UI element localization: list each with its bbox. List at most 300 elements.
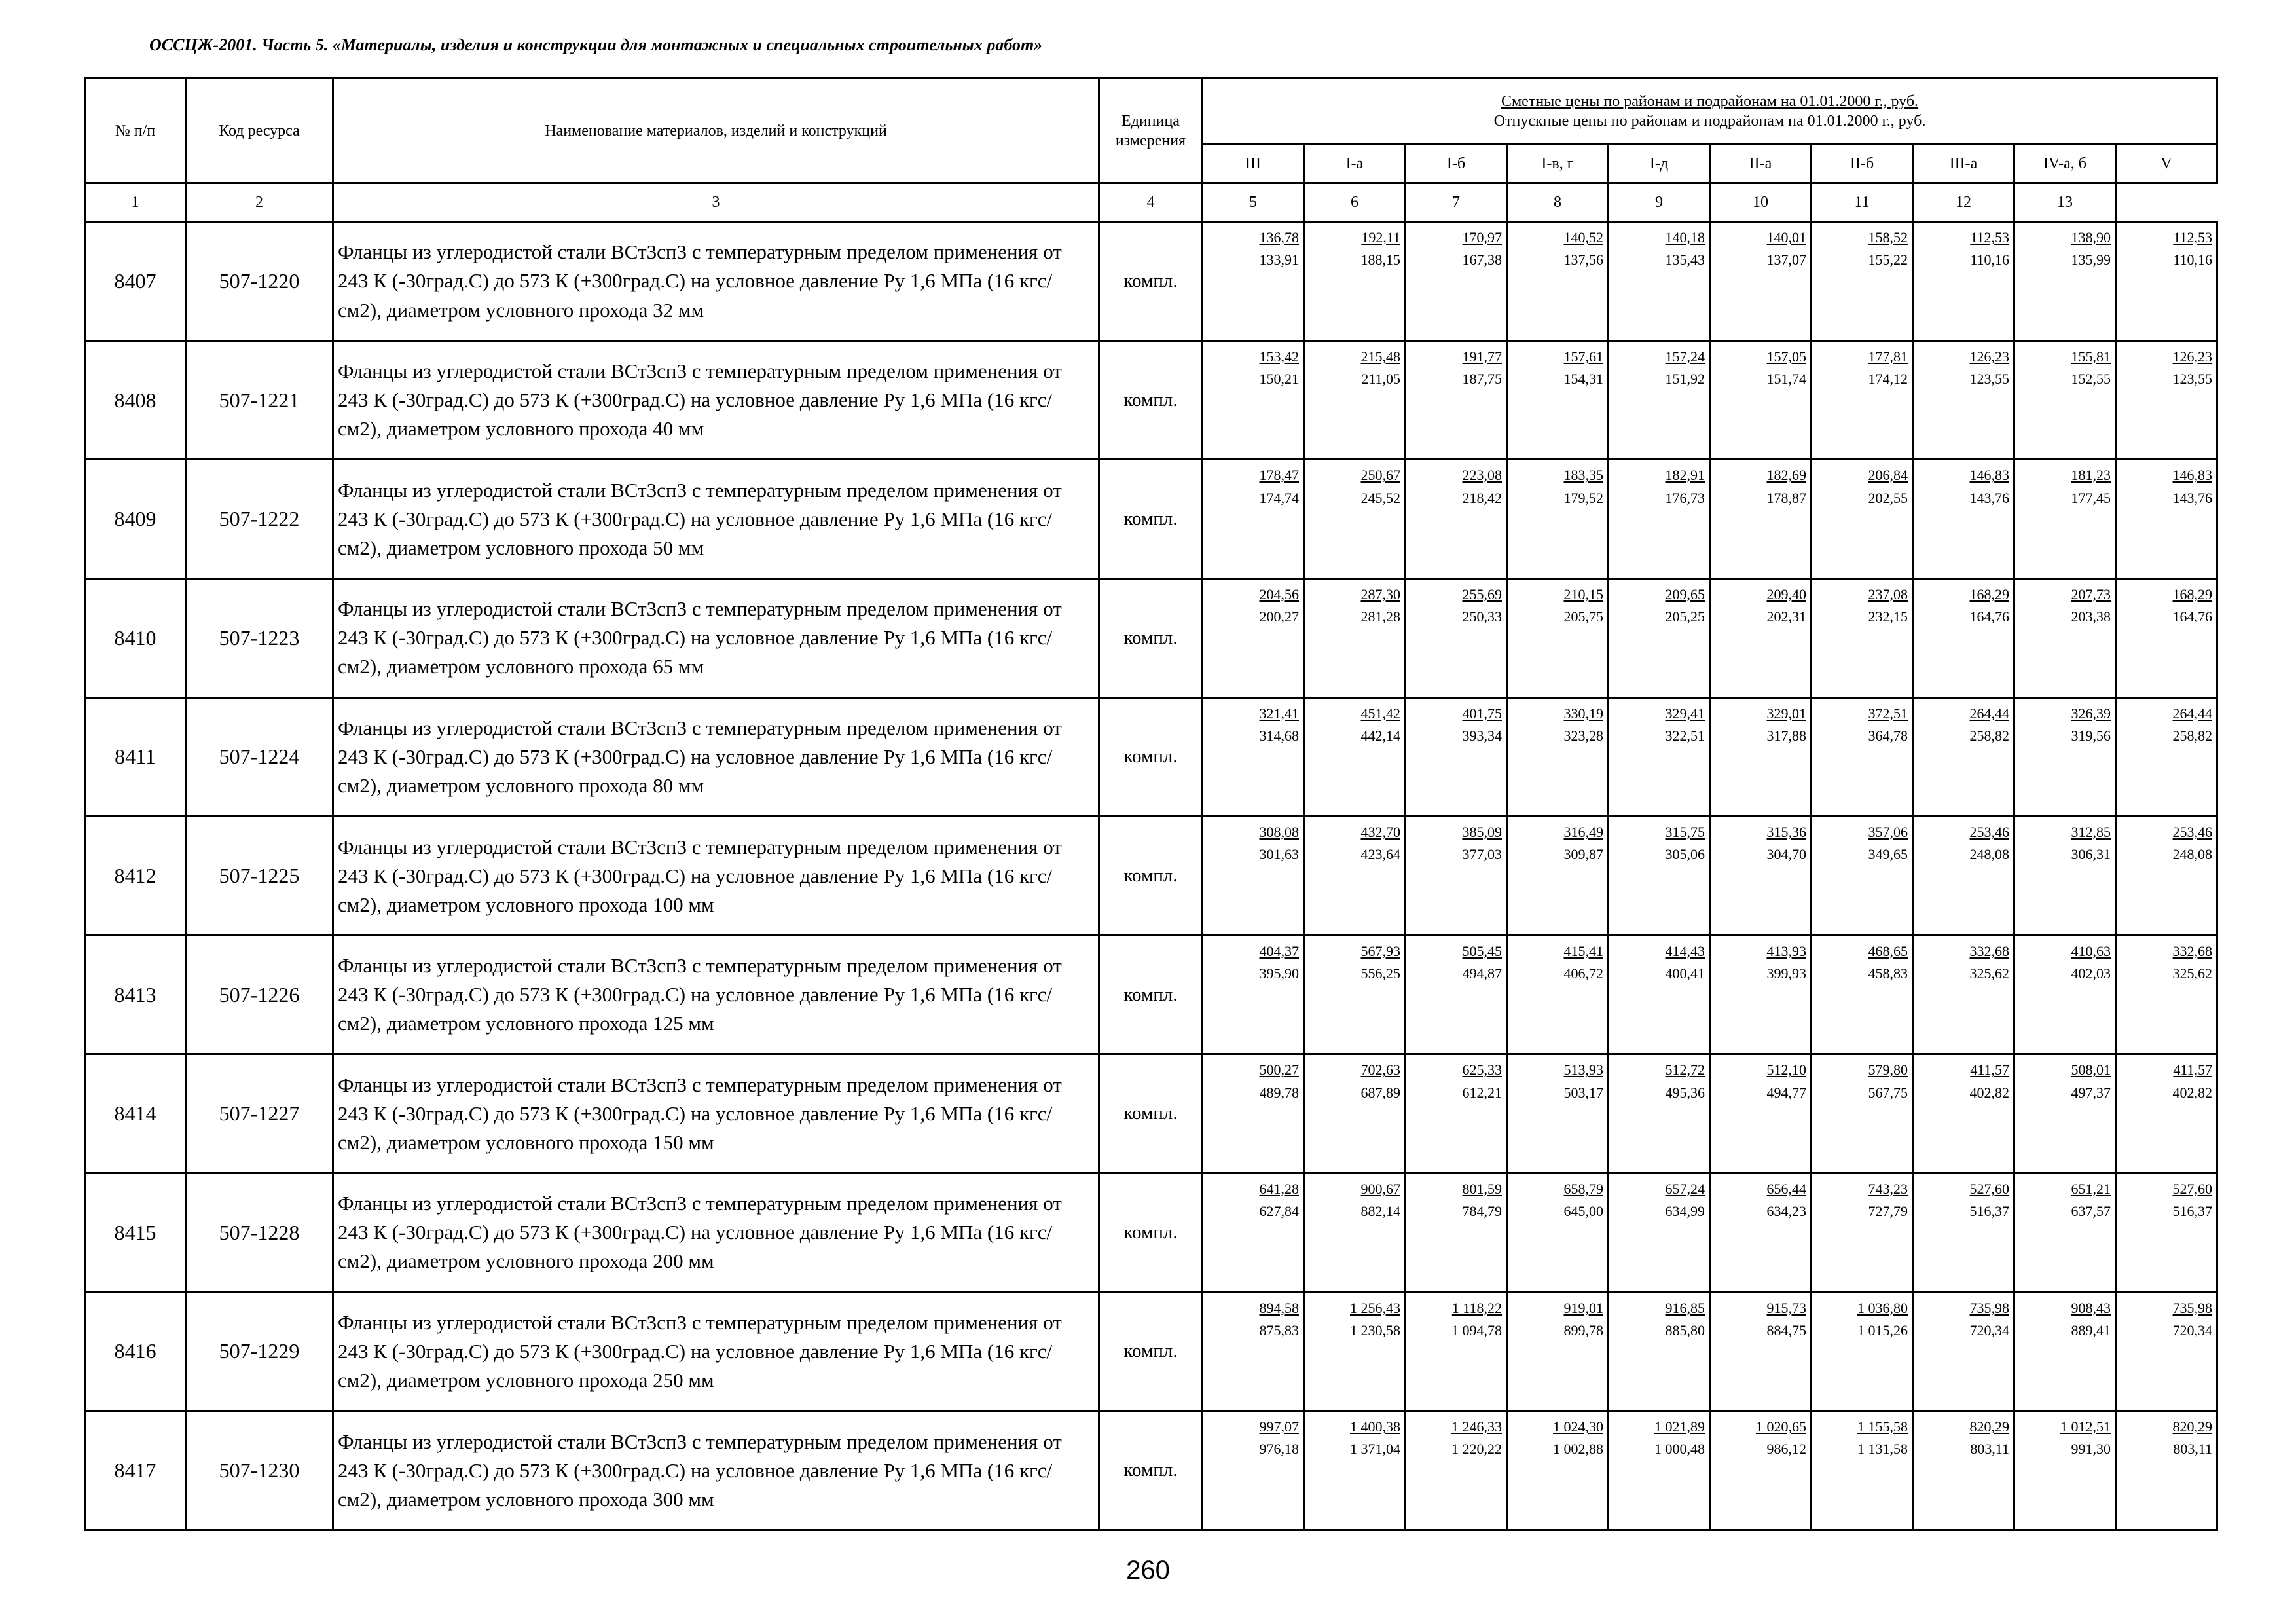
release-price: 423,64 bbox=[1360, 846, 1400, 863]
price-cell bbox=[1812, 1173, 1913, 1293]
price-cell bbox=[1203, 341, 1304, 460]
release-price: 1 230,58 bbox=[1350, 1321, 1400, 1338]
price-cell bbox=[1406, 1292, 1507, 1411]
release-price: 202,55 bbox=[1868, 489, 1908, 506]
header-code: Код ресурса bbox=[186, 79, 333, 183]
release-price: 151,92 bbox=[1665, 370, 1705, 387]
release-price: 489,78 bbox=[1259, 1084, 1299, 1101]
estimated-price: 146,83 bbox=[2172, 467, 2213, 484]
price-cell bbox=[1304, 460, 1406, 579]
release-price: 784,79 bbox=[1462, 1203, 1502, 1220]
release-price: 402,03 bbox=[2071, 965, 2111, 982]
table-row bbox=[85, 222, 2217, 341]
release-price: 349,65 bbox=[1868, 846, 1908, 863]
material-name: Фланцы из углеродистой стали ВСт3сп3 с температурным пределом применения от 243 К (-30град.С) до 573 К (+300град.С) на условное давление Ру 1,6 МПа (16 кгс/см2), диаметром условного прохода 125 мм bbox=[333, 935, 1099, 1054]
release-price: 218,42 bbox=[1462, 489, 1502, 506]
estimated-price: 177,81 bbox=[1868, 348, 1908, 365]
price-cell bbox=[1812, 460, 1913, 579]
release-price: 645,00 bbox=[1563, 1203, 1603, 1220]
price-cell bbox=[1304, 1173, 1406, 1293]
release-price: 567,75 bbox=[1868, 1084, 1908, 1101]
resource-code: 507-1227 bbox=[186, 1054, 333, 1173]
price-cell bbox=[1406, 579, 1507, 698]
estimated-price: 112,53 bbox=[1970, 229, 2009, 246]
release-price: 1 002,88 bbox=[1553, 1441, 1603, 1458]
column-index-cell: 4 bbox=[1099, 183, 1203, 222]
price-cell bbox=[2014, 1292, 2116, 1411]
material-name: Фланцы из углеродистой стали ВСт3сп3 с температурным пределом применения от 243 К (-30град.С) до 573 К (+300град.С) на условное давление Ру 1,6 МПа (16 кгс/см2), диаметром условного прохода 150 мм bbox=[333, 1054, 1099, 1173]
price-cell bbox=[1304, 341, 1406, 460]
estimated-price: 410,63 bbox=[2071, 942, 2111, 959]
release-price: 494,77 bbox=[1766, 1084, 1806, 1101]
price-cell bbox=[1304, 579, 1406, 698]
release-price: 154,31 bbox=[1563, 370, 1603, 387]
resource-code: 507-1223 bbox=[186, 579, 333, 698]
estimated-price: 657,24 bbox=[1665, 1181, 1705, 1198]
price-cell bbox=[1609, 1173, 1710, 1293]
material-name: Фланцы из углеродистой стали ВСт3сп3 с температурным пределом применения от 243 К (-30град.С) до 573 К (+300град.С) на условное давление Ру 1,6 МПа (16 кгс/см2), диаметром условного прохода 40 мм bbox=[333, 341, 1099, 460]
estimated-price: 508,01 bbox=[2071, 1061, 2111, 1079]
material-name: Фланцы из углеродистой стали ВСт3сп3 с температурным пределом применения от 243 К (-30град.С) до 573 К (+300град.С) на условное давление Ру 1,6 МПа (16 кгс/см2), диаметром условного прохода 65 мм bbox=[333, 579, 1099, 698]
release-price: 317,88 bbox=[1766, 727, 1806, 744]
estimated-price: 192,11 bbox=[1361, 229, 1400, 246]
release-price: 174,12 bbox=[1868, 370, 1908, 387]
unit-of-measure: компл. bbox=[1099, 1292, 1203, 1411]
release-price: 133,91 bbox=[1259, 251, 1299, 268]
price-cell bbox=[1913, 935, 2014, 1054]
header-region: IV-а, б bbox=[2014, 144, 2116, 183]
estimated-price: 512,72 bbox=[1665, 1061, 1705, 1079]
release-price: 319,56 bbox=[2071, 727, 2111, 744]
material-name: Фланцы из углеродистой стали ВСт3сп3 с температурным пределом применения от 243 К (-30град.С) до 573 К (+300град.С) на условное давление Ру 1,6 МПа (16 кгс/см2), диаметром условного прохода 250 мм bbox=[333, 1292, 1099, 1411]
header-region: II-б bbox=[1812, 144, 1913, 183]
estimated-price: 136,78 bbox=[1259, 229, 1299, 246]
price-cell bbox=[1913, 1292, 2014, 1411]
column-index-cell: 7 bbox=[1406, 183, 1507, 222]
row-number: 8412 bbox=[85, 817, 186, 936]
release-price: 187,75 bbox=[1462, 370, 1502, 387]
table-row bbox=[85, 341, 2217, 460]
estimated-price: 126,23 bbox=[1969, 348, 2009, 365]
price-cell bbox=[1406, 1173, 1507, 1293]
price-cell bbox=[1913, 1173, 2014, 1293]
estimated-price: 820,29 bbox=[1969, 1418, 2009, 1435]
unit-of-measure: компл. bbox=[1099, 935, 1203, 1054]
estimated-price: 287,30 bbox=[1360, 586, 1400, 603]
release-price: 406,72 bbox=[1563, 965, 1603, 982]
table-row bbox=[85, 817, 2217, 936]
estimated-price: 401,75 bbox=[1462, 705, 1502, 722]
estimated-price: 209,40 bbox=[1766, 586, 1806, 603]
header-region: I-б bbox=[1406, 144, 1507, 183]
estimated-price: 385,09 bbox=[1462, 824, 1502, 841]
header-no: № п/п bbox=[85, 79, 186, 183]
estimated-price: 330,19 bbox=[1563, 705, 1603, 722]
price-cell bbox=[1812, 579, 1913, 698]
resource-code: 507-1220 bbox=[186, 222, 333, 341]
estimated-price: 255,69 bbox=[1462, 586, 1502, 603]
price-cell bbox=[1507, 817, 1609, 936]
estimated-price: 413,93 bbox=[1766, 942, 1806, 959]
column-index-cell: 6 bbox=[1304, 183, 1406, 222]
price-table bbox=[84, 77, 2218, 1531]
release-price: 137,56 bbox=[1563, 251, 1603, 268]
release-price: 495,36 bbox=[1665, 1084, 1705, 1101]
release-price: 1 015,26 bbox=[1857, 1321, 1908, 1338]
price-cell bbox=[2014, 579, 2116, 698]
header-region: III-а bbox=[1913, 144, 2014, 183]
release-price: 727,79 bbox=[1868, 1203, 1908, 1220]
column-index-cell: 13 bbox=[2014, 183, 2116, 222]
estimated-price: 505,45 bbox=[1462, 942, 1502, 959]
price-cell bbox=[1507, 222, 1609, 341]
column-index-cell: 1 bbox=[85, 183, 186, 222]
release-price: 305,06 bbox=[1665, 846, 1705, 863]
price-cell bbox=[1609, 1292, 1710, 1411]
estimated-price: 801,59 bbox=[1462, 1181, 1502, 1198]
release-price: 323,28 bbox=[1563, 727, 1603, 744]
estimated-price: 332,68 bbox=[2172, 942, 2213, 959]
release-price: 143,76 bbox=[1969, 489, 2009, 506]
release-price: 803,11 bbox=[1970, 1441, 2009, 1458]
release-price: 176,73 bbox=[1665, 489, 1705, 506]
price-cell bbox=[1609, 697, 1710, 817]
estimated-price: 651,21 bbox=[2071, 1181, 2111, 1198]
release-price: 986,12 bbox=[1766, 1441, 1806, 1458]
estimated-price: 414,43 bbox=[1665, 942, 1705, 959]
release-price: 137,07 bbox=[1766, 251, 1806, 268]
header-region: V bbox=[2116, 144, 2217, 183]
estimated-price: 415,41 bbox=[1563, 942, 1603, 959]
release-price: 123,55 bbox=[1969, 370, 2009, 387]
estimated-price: 157,61 bbox=[1563, 348, 1603, 365]
release-price: 250,33 bbox=[1462, 608, 1502, 625]
estimated-price: 372,51 bbox=[1868, 705, 1908, 722]
price-cell bbox=[1609, 817, 1710, 936]
price-cell bbox=[1507, 579, 1609, 698]
release-price: 399,93 bbox=[1766, 965, 1806, 982]
release-price: 322,51 bbox=[1665, 727, 1705, 744]
column-index-cell: 10 bbox=[1710, 183, 1812, 222]
price-cell bbox=[2116, 341, 2217, 460]
release-price: 135,99 bbox=[2071, 251, 2111, 268]
header-region: II-а bbox=[1710, 144, 1812, 183]
release-price: 258,82 bbox=[2172, 727, 2213, 744]
estimated-price: 1 012,51 bbox=[2060, 1418, 2111, 1435]
release-price: 687,89 bbox=[1360, 1084, 1400, 1101]
release-price: 188,15 bbox=[1360, 251, 1400, 268]
release-price: 245,52 bbox=[1360, 489, 1400, 506]
release-price: 612,21 bbox=[1462, 1084, 1502, 1101]
price-cell bbox=[2116, 697, 2217, 817]
estimated-price: 527,60 bbox=[1969, 1181, 2009, 1198]
price-cell bbox=[1304, 1054, 1406, 1173]
estimated-price: 182,69 bbox=[1766, 467, 1806, 484]
estimated-price: 527,60 bbox=[2172, 1181, 2213, 1198]
column-index-cell: 5 bbox=[1203, 183, 1304, 222]
price-cell bbox=[1507, 1173, 1609, 1293]
column-index-cell: 3 bbox=[333, 183, 1099, 222]
price-cell bbox=[1203, 817, 1304, 936]
estimated-price: 210,15 bbox=[1563, 586, 1603, 603]
resource-code: 507-1224 bbox=[186, 697, 333, 817]
price-cell bbox=[1304, 1411, 1406, 1530]
price-cell bbox=[2014, 341, 2116, 460]
price-cell bbox=[2014, 1173, 2116, 1293]
release-price: 516,37 bbox=[1969, 1203, 2009, 1220]
release-price: 164,76 bbox=[2172, 608, 2213, 625]
price-cell bbox=[1913, 341, 2014, 460]
unit-of-measure: компл. bbox=[1099, 1054, 1203, 1173]
resource-code: 507-1221 bbox=[186, 341, 333, 460]
estimated-price: 146,83 bbox=[1969, 467, 2009, 484]
document-header-title: ОССЦЖ-2001. Часть 5. «Материалы, изделия и конструкции для монтажных и специальных строительных работ» bbox=[149, 35, 1043, 54]
release-price: 720,34 bbox=[1969, 1321, 2009, 1338]
price-cell bbox=[1812, 1411, 1913, 1530]
price-cell bbox=[2116, 817, 2217, 936]
header-prices bbox=[1203, 79, 2217, 144]
release-price: 516,37 bbox=[2172, 1203, 2213, 1220]
table-row bbox=[85, 460, 2217, 579]
price-cell bbox=[2116, 1054, 2217, 1173]
release-price: 976,18 bbox=[1259, 1441, 1299, 1458]
price-cell bbox=[1609, 460, 1710, 579]
column-index-cell: 9 bbox=[1609, 183, 1710, 222]
release-price: 205,25 bbox=[1665, 608, 1705, 625]
release-price: 1 371,04 bbox=[1350, 1441, 1400, 1458]
price-cell bbox=[1710, 1411, 1812, 1530]
price-cell bbox=[2014, 460, 2116, 579]
estimated-price: 215,48 bbox=[1360, 348, 1400, 365]
price-cell bbox=[2116, 1292, 2217, 1411]
material-name: Фланцы из углеродистой стали ВСт3сп3 с температурным пределом применения от 243 К (-30град.С) до 573 К (+300град.С) на условное давление Ру 1,6 МПа (16 кгс/см2), диаметром условного прохода 32 мм bbox=[333, 222, 1099, 341]
material-name: Фланцы из углеродистой стали ВСт3сп3 с температурным пределом применения от 243 К (-30град.С) до 573 К (+300град.С) на условное давление Ру 1,6 МПа (16 кгс/см2), диаметром условного прохода 80 мм bbox=[333, 697, 1099, 817]
price-cell bbox=[1913, 460, 2014, 579]
estimated-price: 316,49 bbox=[1563, 824, 1603, 841]
row-number: 8417 bbox=[85, 1411, 186, 1530]
row-number: 8408 bbox=[85, 341, 186, 460]
price-cell bbox=[1507, 1411, 1609, 1530]
price-cell bbox=[1609, 1411, 1710, 1530]
release-price: 179,52 bbox=[1563, 489, 1603, 506]
price-cell bbox=[1913, 697, 2014, 817]
price-cell bbox=[2116, 935, 2217, 1054]
release-price: 232,15 bbox=[1868, 608, 1908, 625]
release-price: 1 131,58 bbox=[1857, 1441, 1908, 1458]
row-number: 8411 bbox=[85, 697, 186, 817]
header-prices-estimated: Сметные цены по районам и подрайонам на 01.01.2000 г., руб. bbox=[1501, 92, 1919, 110]
resource-code: 507-1226 bbox=[186, 935, 333, 1054]
price-cell bbox=[1203, 935, 1304, 1054]
estimated-price: 916,85 bbox=[1665, 1299, 1705, 1316]
price-cell bbox=[2116, 579, 2217, 698]
price-cell bbox=[1406, 460, 1507, 579]
release-price: 150,21 bbox=[1259, 370, 1299, 387]
estimated-price: 411,57 bbox=[1970, 1061, 2009, 1079]
release-price: 211,05 bbox=[1361, 370, 1400, 387]
estimated-price: 404,37 bbox=[1259, 942, 1299, 959]
release-price: 627,84 bbox=[1259, 1203, 1299, 1220]
price-cell bbox=[2116, 460, 2217, 579]
estimated-price: 138,90 bbox=[2071, 229, 2111, 246]
release-price: 503,17 bbox=[1563, 1084, 1603, 1101]
release-price: 248,08 bbox=[1969, 846, 2009, 863]
row-number: 8413 bbox=[85, 935, 186, 1054]
estimated-price: 1 118,22 bbox=[1451, 1299, 1502, 1316]
price-cell bbox=[1203, 1054, 1304, 1173]
price-cell bbox=[1812, 817, 1913, 936]
release-price: 325,62 bbox=[1969, 965, 2009, 982]
estimated-price: 253,46 bbox=[2172, 824, 2213, 841]
price-cell bbox=[1406, 817, 1507, 936]
release-price: 281,28 bbox=[1360, 608, 1400, 625]
estimated-price: 656,44 bbox=[1766, 1181, 1806, 1198]
unit-of-measure: компл. bbox=[1099, 817, 1203, 936]
price-cell bbox=[1406, 1411, 1507, 1530]
release-price: 1 000,48 bbox=[1654, 1441, 1705, 1458]
estimated-price: 140,52 bbox=[1563, 229, 1603, 246]
price-cell bbox=[1406, 697, 1507, 817]
estimated-price: 513,93 bbox=[1563, 1061, 1603, 1079]
estimated-price: 158,52 bbox=[1868, 229, 1908, 246]
estimated-price: 168,29 bbox=[2172, 586, 2213, 603]
estimated-price: 512,10 bbox=[1766, 1061, 1806, 1079]
unit-of-measure: компл. bbox=[1099, 222, 1203, 341]
page-number: 260 bbox=[1126, 1556, 1170, 1585]
table-row bbox=[85, 1411, 2217, 1530]
price-cell bbox=[1609, 341, 1710, 460]
price-cell bbox=[1609, 1054, 1710, 1173]
release-price: 203,38 bbox=[2071, 608, 2111, 625]
estimated-price: 735,98 bbox=[1969, 1299, 2009, 1316]
release-price: 200,27 bbox=[1259, 608, 1299, 625]
price-cell bbox=[1507, 697, 1609, 817]
release-price: 301,63 bbox=[1259, 846, 1299, 863]
price-cell bbox=[1913, 1054, 2014, 1173]
estimated-price: 702,63 bbox=[1360, 1061, 1400, 1079]
column-index-cell: 2 bbox=[186, 183, 333, 222]
estimated-price: 153,42 bbox=[1259, 348, 1299, 365]
estimated-price: 567,93 bbox=[1360, 942, 1400, 959]
price-cell bbox=[1710, 1292, 1812, 1411]
header-name: Наименование материалов, изделий и конструкций bbox=[333, 79, 1099, 183]
release-price: 306,31 bbox=[2071, 846, 2111, 863]
price-cell bbox=[1304, 697, 1406, 817]
estimated-price: 820,29 bbox=[2172, 1418, 2213, 1435]
release-price: 1 220,22 bbox=[1451, 1441, 1502, 1458]
material-name: Фланцы из углеродистой стали ВСт3сп3 с температурным пределом применения от 243 К (-30град.С) до 573 К (+300град.С) на условное давление Ру 1,6 МПа (16 кгс/см2), диаметром условного прохода 200 мм bbox=[333, 1173, 1099, 1293]
release-price: 402,82 bbox=[2172, 1084, 2213, 1101]
release-price: 885,80 bbox=[1665, 1321, 1705, 1338]
estimated-price: 140,01 bbox=[1766, 229, 1806, 246]
estimated-price: 155,81 bbox=[2071, 348, 2111, 365]
estimated-price: 908,43 bbox=[2071, 1299, 2111, 1316]
release-price: 164,76 bbox=[1969, 608, 2009, 625]
release-price: 991,30 bbox=[2071, 1441, 2111, 1458]
price-cell bbox=[1812, 1054, 1913, 1173]
resource-code: 507-1225 bbox=[186, 817, 333, 936]
column-index-cell: 11 bbox=[1812, 183, 1913, 222]
price-cell bbox=[1710, 222, 1812, 341]
estimated-price: 329,01 bbox=[1766, 705, 1806, 722]
estimated-price: 1 155,58 bbox=[1857, 1418, 1908, 1435]
resource-code: 507-1229 bbox=[186, 1292, 333, 1411]
price-cell bbox=[1609, 935, 1710, 1054]
price-cell bbox=[2116, 1411, 2217, 1530]
release-price: 899,78 bbox=[1563, 1321, 1603, 1338]
estimated-price: 1 400,38 bbox=[1350, 1418, 1400, 1435]
release-price: 882,14 bbox=[1360, 1203, 1400, 1220]
release-price: 325,62 bbox=[2172, 965, 2213, 982]
estimated-price: 140,18 bbox=[1665, 229, 1705, 246]
price-cell bbox=[1203, 697, 1304, 817]
estimated-price: 1 020,65 bbox=[1756, 1418, 1806, 1435]
row-number: 8414 bbox=[85, 1054, 186, 1173]
unit-of-measure: компл. bbox=[1099, 460, 1203, 579]
price-cell bbox=[1203, 1173, 1304, 1293]
release-price: 400,41 bbox=[1665, 965, 1705, 982]
estimated-price: 468,65 bbox=[1868, 942, 1908, 959]
release-price: 151,74 bbox=[1766, 370, 1806, 387]
price-cell bbox=[1507, 1054, 1609, 1173]
release-price: 402,82 bbox=[1969, 1084, 2009, 1101]
price-cell bbox=[1812, 341, 1913, 460]
estimated-price: 997,07 bbox=[1259, 1418, 1299, 1435]
estimated-price: 658,79 bbox=[1563, 1181, 1603, 1198]
header-prices-release: Отпускные цены по районам и подрайонам на 01.01.2000 г., руб. bbox=[1493, 112, 1926, 130]
table-row bbox=[85, 1292, 2217, 1411]
price-cell bbox=[1710, 935, 1812, 1054]
release-price: 314,68 bbox=[1259, 727, 1299, 744]
estimated-price: 157,05 bbox=[1766, 348, 1806, 365]
price-cell bbox=[1710, 697, 1812, 817]
release-price: 123,55 bbox=[2172, 370, 2213, 387]
release-price: 178,87 bbox=[1766, 489, 1806, 506]
material-name: Фланцы из углеродистой стали ВСт3сп3 с температурным пределом применения от 243 К (-30град.С) до 573 К (+300град.С) на условное давление Ру 1,6 МПа (16 кгс/см2), диаметром условного прохода 50 мм bbox=[333, 460, 1099, 579]
price-cell bbox=[1609, 579, 1710, 698]
header-unit: Единица измерения bbox=[1099, 79, 1203, 183]
estimated-price: 625,33 bbox=[1462, 1061, 1502, 1079]
table-row bbox=[85, 697, 2217, 817]
release-price: 458,83 bbox=[1868, 965, 1908, 982]
price-cell bbox=[2014, 222, 2116, 341]
estimated-price: 357,06 bbox=[1868, 824, 1908, 841]
price-cell bbox=[1609, 222, 1710, 341]
release-price: 174,74 bbox=[1259, 489, 1299, 506]
price-cell bbox=[1812, 222, 1913, 341]
price-cell bbox=[1812, 935, 1913, 1054]
table-row bbox=[85, 579, 2217, 698]
estimated-price: 432,70 bbox=[1360, 824, 1400, 841]
release-price: 202,31 bbox=[1766, 608, 1806, 625]
price-cell bbox=[1203, 1292, 1304, 1411]
estimated-price: 1 036,80 bbox=[1857, 1299, 1908, 1316]
estimated-price: 223,08 bbox=[1462, 467, 1502, 484]
estimated-price: 641,28 bbox=[1259, 1181, 1299, 1198]
price-cell bbox=[1710, 1173, 1812, 1293]
price-cell bbox=[2014, 817, 2116, 936]
material-name: Фланцы из углеродистой стали ВСт3сп3 с температурным пределом применения от 243 К (-30град.С) до 573 К (+300град.С) на условное давление Ру 1,6 МПа (16 кгс/см2), диаметром условного прохода 300 мм bbox=[333, 1411, 1099, 1530]
release-price: 720,34 bbox=[2172, 1321, 2213, 1338]
price-cell bbox=[1304, 1292, 1406, 1411]
estimated-price: 308,08 bbox=[1259, 824, 1299, 841]
price-cell bbox=[1507, 935, 1609, 1054]
release-price: 393,34 bbox=[1462, 727, 1502, 744]
price-cell bbox=[1203, 460, 1304, 579]
estimated-price: 250,67 bbox=[1360, 467, 1400, 484]
estimated-price: 321,41 bbox=[1259, 705, 1299, 722]
release-price: 258,82 bbox=[1969, 727, 2009, 744]
